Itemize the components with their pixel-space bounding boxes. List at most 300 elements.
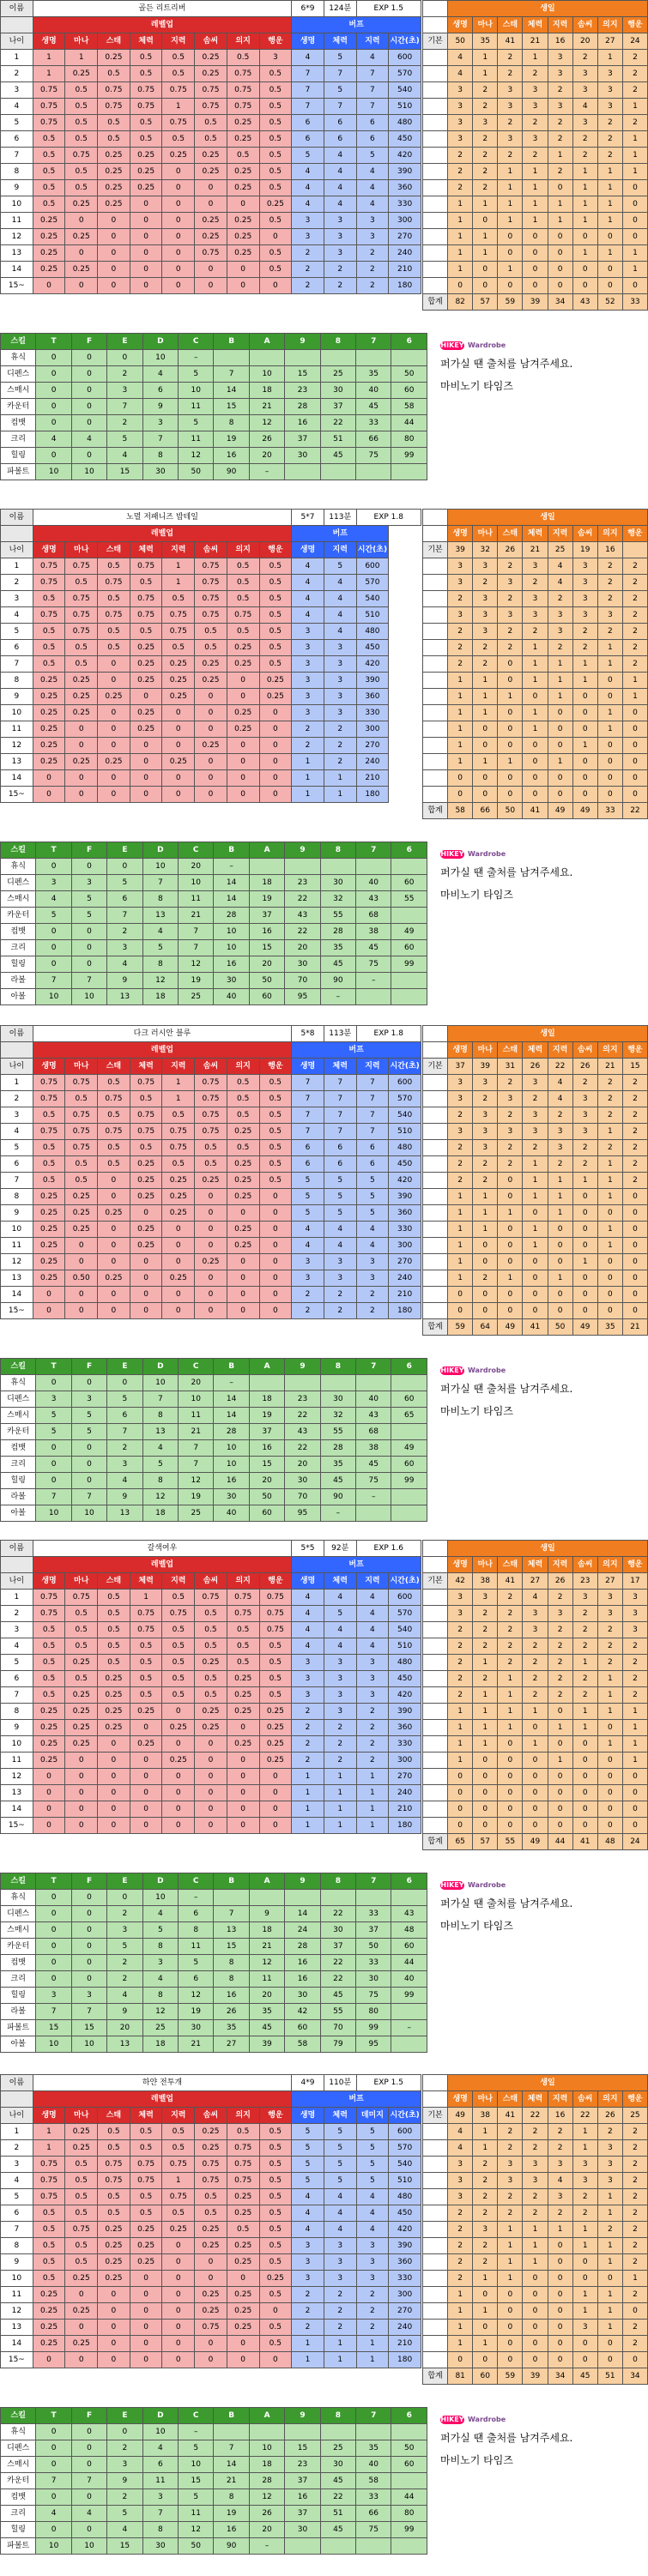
table-row — [1, 148, 421, 164]
blank — [423, 17, 448, 33]
levelup-cell: 0.25 — [227, 213, 259, 229]
stat-sum-cell: 65 — [448, 1834, 473, 1850]
buff-cell: 2 — [292, 1704, 324, 1720]
stat-cell: 2 — [572, 1075, 597, 1091]
stat-cell: 3 — [473, 1124, 498, 1140]
skill-cell — [356, 1505, 391, 1522]
levelup-col-header: 체력 — [130, 1059, 162, 1075]
blank — [423, 2222, 448, 2238]
stat-cell: 1 — [473, 673, 498, 689]
stat-cell: 1 — [548, 148, 572, 164]
blank — [423, 66, 448, 82]
levelup-cell: 0 — [98, 2320, 130, 2336]
levelup-header: 레벨업 — [33, 1042, 292, 1059]
levelup-cell: 0 — [130, 738, 162, 754]
stat-sum-cell: 60 — [473, 2368, 498, 2385]
skill-cell: 20 — [249, 448, 284, 464]
levelup-cell: 0.5 — [33, 1671, 65, 1687]
buff-cell: 3 — [356, 1687, 389, 1704]
levelup-cell: 0.5 — [259, 2287, 292, 2303]
levelup-col-header: 스태 — [98, 2108, 130, 2124]
skill-cell: 28 — [214, 1424, 249, 1440]
age-header: 나이 — [1, 542, 33, 558]
skill-cell: 35 — [214, 2020, 249, 2036]
stat-cell: 1 — [622, 1704, 647, 1720]
buff-cell: 3 — [356, 1671, 389, 1687]
stat-cell: 2 — [548, 82, 572, 99]
site-text: 마비노기 타임즈 — [440, 1405, 513, 1417]
stat-col-header: 지력 — [548, 1557, 572, 1573]
stat-cell: 1 — [448, 1704, 473, 1720]
levelup-cell: 0.25 — [98, 148, 130, 164]
levelup-cell: 0.5 — [227, 591, 259, 607]
levelup-cell: 0 — [162, 738, 195, 754]
levelup-cell: 0.5 — [259, 1124, 292, 1140]
rank-header: D — [142, 2408, 178, 2424]
skill-name: 파볼트 — [1, 464, 36, 480]
table-row — [1, 2473, 427, 2489]
buff-cell: 2 — [324, 2303, 356, 2320]
skill-cell: 15 — [71, 2020, 106, 2036]
levelup-cell: 0.75 — [195, 2173, 227, 2189]
age-cell: 4 — [1, 607, 33, 624]
stat-cell: 0 — [622, 2352, 647, 2368]
stat-sum-cell: 82 — [448, 294, 473, 311]
stat-cell: 1 — [572, 1655, 597, 1671]
levelup-cell: 0.25 — [130, 2238, 162, 2254]
skill-cell: 19 — [179, 2004, 214, 2020]
skill-cell: 37 — [320, 1939, 355, 1955]
stat-cell: 2 — [572, 1671, 597, 1687]
levelup-cell: 0.25 — [130, 2254, 162, 2271]
levelup-cell: 0.5 — [130, 115, 162, 131]
skill-cell: 37 — [285, 2506, 320, 2522]
stat-cell: 0 — [523, 245, 548, 262]
stat-cell: 3 — [597, 82, 622, 99]
table-row — [1, 1473, 427, 1489]
buff-cell: 1 — [356, 1818, 389, 1834]
rank-header: 6 — [391, 1359, 427, 1375]
buff-cell: 4 — [324, 591, 356, 607]
stat-cell: 0 — [448, 1785, 473, 1801]
buff-time-cell: 540 — [356, 591, 389, 607]
skill-cell: 3 — [142, 415, 178, 431]
levelup-col-header: 행운 — [259, 33, 292, 50]
levelup-cell: 0.5 — [259, 2124, 292, 2140]
levelup-cell: 0.5 — [98, 1140, 130, 1156]
stat-cell: 2 — [523, 115, 548, 131]
table-row — [1, 115, 421, 131]
stat-cell: 2 — [572, 1606, 597, 1622]
levelup-cell: 0.75 — [130, 1124, 162, 1140]
stat-cell: 1 — [572, 164, 597, 180]
skill-cell: 60 — [285, 2020, 320, 2036]
stat-cell: 0 — [572, 1238, 597, 1254]
skill-cell: 18 — [249, 383, 284, 399]
site-text: 마비노기 타임즈 — [440, 380, 513, 392]
skill-cell: 0 — [107, 1890, 142, 1906]
levelup-cell: 1 — [33, 66, 65, 82]
stat-col-header: 솜씨 — [572, 2091, 597, 2108]
levelup-cell: 0 — [162, 1287, 195, 1303]
stat-cell: 1 — [448, 245, 473, 262]
levelup-cell: 0 — [98, 2352, 130, 2368]
stat-cell: 0 — [572, 754, 597, 770]
age-cell: 7 — [1, 148, 33, 164]
skill-cell: 70 — [285, 1489, 320, 1505]
levelup-cell: 0 — [259, 1238, 292, 1254]
skill-cell: 0 — [36, 415, 71, 431]
buff-cell: 3 — [324, 245, 356, 262]
levelup-cell: 0 — [130, 262, 162, 278]
skill-cell — [249, 2424, 284, 2440]
stat-col-header: 생명 — [448, 1042, 473, 1059]
table-row — [1, 50, 421, 66]
levelup-cell: 0.5 — [33, 640, 65, 656]
stat-base-cell: 38 — [473, 1573, 498, 1590]
skill-cell: 0 — [36, 2489, 71, 2506]
skill-cell: 42 — [285, 2004, 320, 2020]
buff-cell: 3 — [356, 229, 389, 245]
buff-time-cell: 270 — [389, 1769, 421, 1785]
skill-cell: 60 — [391, 1391, 427, 1408]
age-cell: 12 — [1, 1769, 33, 1785]
levelup-cell: 0.75 — [33, 558, 65, 575]
skill-cell: 14 — [214, 2457, 249, 2473]
skill-cell: 58 — [285, 2036, 320, 2053]
buff-cell: 2 — [356, 1287, 389, 1303]
blank — [423, 262, 448, 278]
wardrobe-logo — [440, 1881, 646, 1890]
levelup-cell: 0 — [162, 2271, 195, 2287]
levelup-cell: 0 — [130, 229, 162, 245]
levelup-cell: 0.75 — [98, 607, 130, 624]
stat-cell: 1 — [523, 1189, 548, 1205]
table-row — [423, 2157, 648, 2173]
levelup-cell: 0.25 — [33, 673, 65, 689]
levelup-cell: 0.5 — [162, 1156, 195, 1173]
buff-cell: 2 — [292, 738, 324, 754]
levelup-cell: 0.25 — [65, 262, 98, 278]
levelup-cell: 0.25 — [130, 705, 162, 721]
skill-cell: 5 — [71, 891, 106, 908]
stat-cell: 0 — [622, 180, 647, 196]
levelup-cell: 1 — [130, 1590, 162, 1606]
skill-name: 휴식 — [1, 1375, 36, 1391]
buff-cell: 4 — [356, 1606, 389, 1622]
stat-cell: 3 — [473, 591, 498, 607]
levelup-cell: 0 — [195, 278, 227, 294]
logo-badge: HIKEY — [440, 1366, 464, 1374]
stat-cell: 0 — [572, 1785, 597, 1801]
buff-cell: 1 — [356, 1801, 389, 1818]
stat-cell: 3 — [572, 2320, 597, 2336]
skill-cell: 12 — [179, 1988, 214, 2004]
stat-cell: 0 — [622, 1303, 647, 1319]
skill-cell: 30 — [285, 1988, 320, 2004]
stat-cell: 0 — [523, 1303, 548, 1319]
levelup-cell: 0 — [162, 1238, 195, 1254]
buff-cell: 1 — [292, 2336, 324, 2352]
levelup-cell: 0 — [227, 1720, 259, 1736]
stat-cell: 0 — [572, 2254, 597, 2271]
skill-cell: 7 — [142, 431, 178, 448]
stat-cell: 0 — [473, 1254, 498, 1270]
stat-cell: 2 — [473, 1173, 498, 1189]
buff-cell: 7 — [292, 1124, 324, 1140]
buff-cell: 5 — [324, 2173, 356, 2189]
levelup-cell: 0.5 — [162, 1107, 195, 1124]
stat-cell: 4 — [448, 2124, 473, 2140]
skill-cell: 28 — [285, 399, 320, 415]
stat-cell: 0 — [548, 1785, 572, 1801]
levelup-cell: 0 — [227, 689, 259, 705]
buff-cell: 1 — [292, 754, 324, 770]
stat-cell: 3 — [523, 99, 548, 115]
pet-total: 92분 — [324, 1541, 356, 1557]
skill-cell: 35 — [249, 2004, 284, 2020]
levelup-cell: 0.25 — [33, 1189, 65, 1205]
buff-cell: 4 — [292, 180, 324, 196]
stat-cell: 0 — [548, 245, 572, 262]
skill-cell: 7 — [179, 1440, 214, 1457]
stat-cell: 2 — [473, 640, 498, 656]
buff-cell: 3 — [356, 1655, 389, 1671]
levelup-cell: 0.25 — [98, 1704, 130, 1720]
skill-cell: 7 — [71, 973, 106, 989]
rank-header: F — [71, 1873, 106, 1890]
table-row — [1, 2506, 427, 2522]
stat-cell: 1 — [523, 2222, 548, 2238]
buff-cell: 5 — [292, 2140, 324, 2157]
skill-cell: 22 — [320, 1971, 355, 1988]
levelup-cell: 0.5 — [65, 82, 98, 99]
levelup-cell: 0.75 — [33, 1606, 65, 1622]
levelup-cell: 0.75 — [130, 591, 162, 607]
skill-cell: 58 — [391, 399, 427, 415]
stat-cell: 2 — [448, 1156, 473, 1173]
blank — [423, 673, 448, 689]
age-cell: 4 — [1, 2173, 33, 2189]
table-row — [423, 1704, 648, 1720]
buff-cell: 4 — [324, 607, 356, 624]
stat-cell: 3 — [448, 1075, 473, 1091]
levelup-cell: 0.75 — [195, 558, 227, 575]
skill-cell: 22 — [320, 1955, 355, 1971]
stat-cell: 1 — [597, 2320, 622, 2336]
levelup-cell: 0.5 — [33, 2222, 65, 2238]
stat-cell: 0 — [448, 1801, 473, 1818]
levelup-cell: 0.75 — [227, 2173, 259, 2189]
rank-header: 7 — [356, 334, 391, 350]
levelup-cell: 0.25 — [259, 1720, 292, 1736]
levelup-cell: 0.25 — [195, 1173, 227, 1189]
stat-cell: 2 — [473, 2238, 498, 2254]
stat-sum-cell: 50 — [548, 1319, 572, 1336]
stat-col-header: 솜씨 — [572, 17, 597, 33]
stat-cell: 1 — [448, 1222, 473, 1238]
skill-name: 디펜스 — [1, 366, 36, 383]
stat-cell: 2 — [523, 1140, 548, 1156]
levelup-cell: 0 — [130, 196, 162, 213]
skill-cell: 32 — [320, 1408, 355, 1424]
stat-sum-cell: 55 — [498, 1834, 523, 1850]
stat-cell: 0 — [498, 2303, 523, 2320]
skill-cell: 15 — [285, 2440, 320, 2457]
skill-cell: 28 — [285, 1939, 320, 1955]
skill-cell: 44 — [391, 2489, 427, 2506]
levelup-cell: 0 — [98, 2303, 130, 2320]
skill-cell: 3 — [107, 383, 142, 399]
buff-time-cell: 210 — [389, 1287, 421, 1303]
levelup-cell: 0.25 — [33, 738, 65, 754]
skill-cell — [391, 989, 427, 1005]
stat-cell: 3 — [622, 1622, 647, 1638]
rank-header: 9 — [285, 334, 320, 350]
skill-cell: 32 — [320, 891, 355, 908]
levelup-cell: 0.5 — [259, 2254, 292, 2271]
stat-cell: 3 — [572, 575, 597, 591]
levelup-cell: 0.5 — [33, 1156, 65, 1173]
stat-cell: 2 — [473, 2189, 498, 2205]
levelup-col-header: 생명 — [33, 1573, 65, 1590]
stat-cell: 1 — [597, 213, 622, 229]
stat-cell: 2 — [523, 624, 548, 640]
skill-cell: 40 — [356, 2457, 391, 2473]
skill-cell: 35 — [320, 1457, 355, 1473]
stat-cell: 0 — [498, 1303, 523, 1319]
skill-cell: 5 — [179, 2440, 214, 2457]
stat-cell: 0 — [622, 754, 647, 770]
skill-cell: 30 — [320, 1391, 355, 1408]
stat-cell: 0 — [572, 1736, 597, 1753]
table-row — [1, 1489, 427, 1505]
age-cell: 9 — [1, 689, 33, 705]
stat-col-header: 생명 — [448, 526, 473, 542]
skill-cell: 15 — [179, 2473, 214, 2489]
stat-cell: 0 — [622, 1287, 647, 1303]
buff-time-cell: 420 — [389, 148, 421, 164]
stat-cell: 3 — [548, 1124, 572, 1140]
table-row — [1, 1222, 421, 1238]
skill-cell: 5 — [142, 1922, 178, 1939]
table-row — [423, 50, 648, 66]
levelup-cell: 0.75 — [33, 1590, 65, 1606]
skill-cell: 2 — [107, 1440, 142, 1457]
levelup-cell: 0 — [98, 1222, 130, 1238]
levelup-cell: 0 — [195, 689, 227, 705]
buff-cell: 7 — [292, 99, 324, 115]
levelup-cell: 0 — [130, 1270, 162, 1287]
stat-cell: 2 — [448, 591, 473, 607]
stat-cell: 2 — [622, 2157, 647, 2173]
levelup-cell: 0 — [65, 1303, 98, 1319]
table-row — [1, 689, 421, 705]
levelup-cell: 0.5 — [98, 1622, 130, 1638]
table-row — [423, 2205, 648, 2222]
age-cell: 9 — [1, 1720, 33, 1736]
skill-cell: 23 — [285, 2457, 320, 2473]
skill-cell: 0 — [107, 859, 142, 875]
levelup-cell: 0 — [227, 770, 259, 787]
site-text: 마비노기 타임즈 — [440, 1920, 513, 1932]
levelup-cell: 0.5 — [130, 624, 162, 640]
rank-header: D — [142, 1873, 178, 1890]
age-cell: 15~ — [1, 1818, 33, 1834]
skill-cell: 50 — [179, 464, 214, 480]
levelup-cell: 0 — [162, 1785, 195, 1801]
skill-cell: 75 — [356, 1988, 391, 2004]
table-row — [423, 770, 648, 787]
table-row — [1, 1704, 421, 1720]
buff-cell: 6 — [324, 115, 356, 131]
levelup-cell: 0.5 — [259, 2320, 292, 2336]
stat-cell: 0 — [548, 770, 572, 787]
rank-header: T — [36, 1873, 71, 1890]
stat-cell: 2 — [473, 1622, 498, 1638]
stat-cell: 0 — [498, 2336, 523, 2352]
stat-cell: 1 — [597, 656, 622, 673]
skill-name: 디펜스 — [1, 1391, 36, 1408]
levelup-cell: 0.25 — [162, 673, 195, 689]
buff-cell: 3 — [292, 213, 324, 229]
skill-cell — [249, 1890, 284, 1906]
stat-cell: 1 — [473, 1736, 498, 1753]
levelup-cell: 0.25 — [33, 1753, 65, 1769]
skill-cell: 8 — [142, 1939, 178, 1955]
table-row — [423, 754, 648, 770]
stat-cell: 3 — [572, 2173, 597, 2189]
skill-cell: 15 — [249, 940, 284, 956]
stat-cell: 3 — [523, 1124, 548, 1140]
table-row — [1, 2320, 421, 2336]
buff-cell: 5 — [324, 1173, 356, 1189]
stat-col-header: 솜씨 — [572, 1042, 597, 1059]
stat-cell: 1 — [448, 1753, 473, 1769]
skill-cell: 7 — [36, 2004, 71, 2020]
levelup-cell: 0 — [65, 738, 98, 754]
buff-time-cell: 600 — [389, 50, 421, 66]
rank-header: D — [142, 334, 178, 350]
skill-cell — [391, 1890, 427, 1906]
stat-cell: 0 — [622, 721, 647, 738]
stat-cell: 0 — [622, 1238, 647, 1254]
skill-cell: 20 — [285, 940, 320, 956]
stat-cell: 2 — [622, 591, 647, 607]
stat-cell: 0 — [523, 262, 548, 278]
levelup-col-header: 의지 — [227, 33, 259, 50]
stat-cell: 0 — [597, 1818, 622, 1834]
table-row — [423, 1655, 648, 1671]
age-cell: 1 — [1, 1075, 33, 1091]
stat-base-cell: 37 — [448, 1059, 473, 1075]
levelup-cell: 0 — [227, 1785, 259, 1801]
stat-cell: 0 — [548, 1818, 572, 1834]
stat-cell: 3 — [548, 1606, 572, 1622]
buff-cell: 4 — [324, 2222, 356, 2238]
buff-time-cell: 240 — [389, 1270, 421, 1287]
skill-cell: 7 — [107, 399, 142, 415]
levelup-cell: 0 — [259, 2352, 292, 2368]
table-row — [1, 989, 427, 1005]
stat-cell: 1 — [572, 2287, 597, 2303]
buff-cell: 2 — [356, 1736, 389, 1753]
skill-name: 파볼트 — [1, 2538, 36, 2555]
skill-cell: 95 — [356, 2036, 391, 2053]
skill-cell: 43 — [391, 1906, 427, 1922]
levelup-cell: 0.25 — [130, 640, 162, 656]
buff-cell: 2 — [292, 1753, 324, 1769]
